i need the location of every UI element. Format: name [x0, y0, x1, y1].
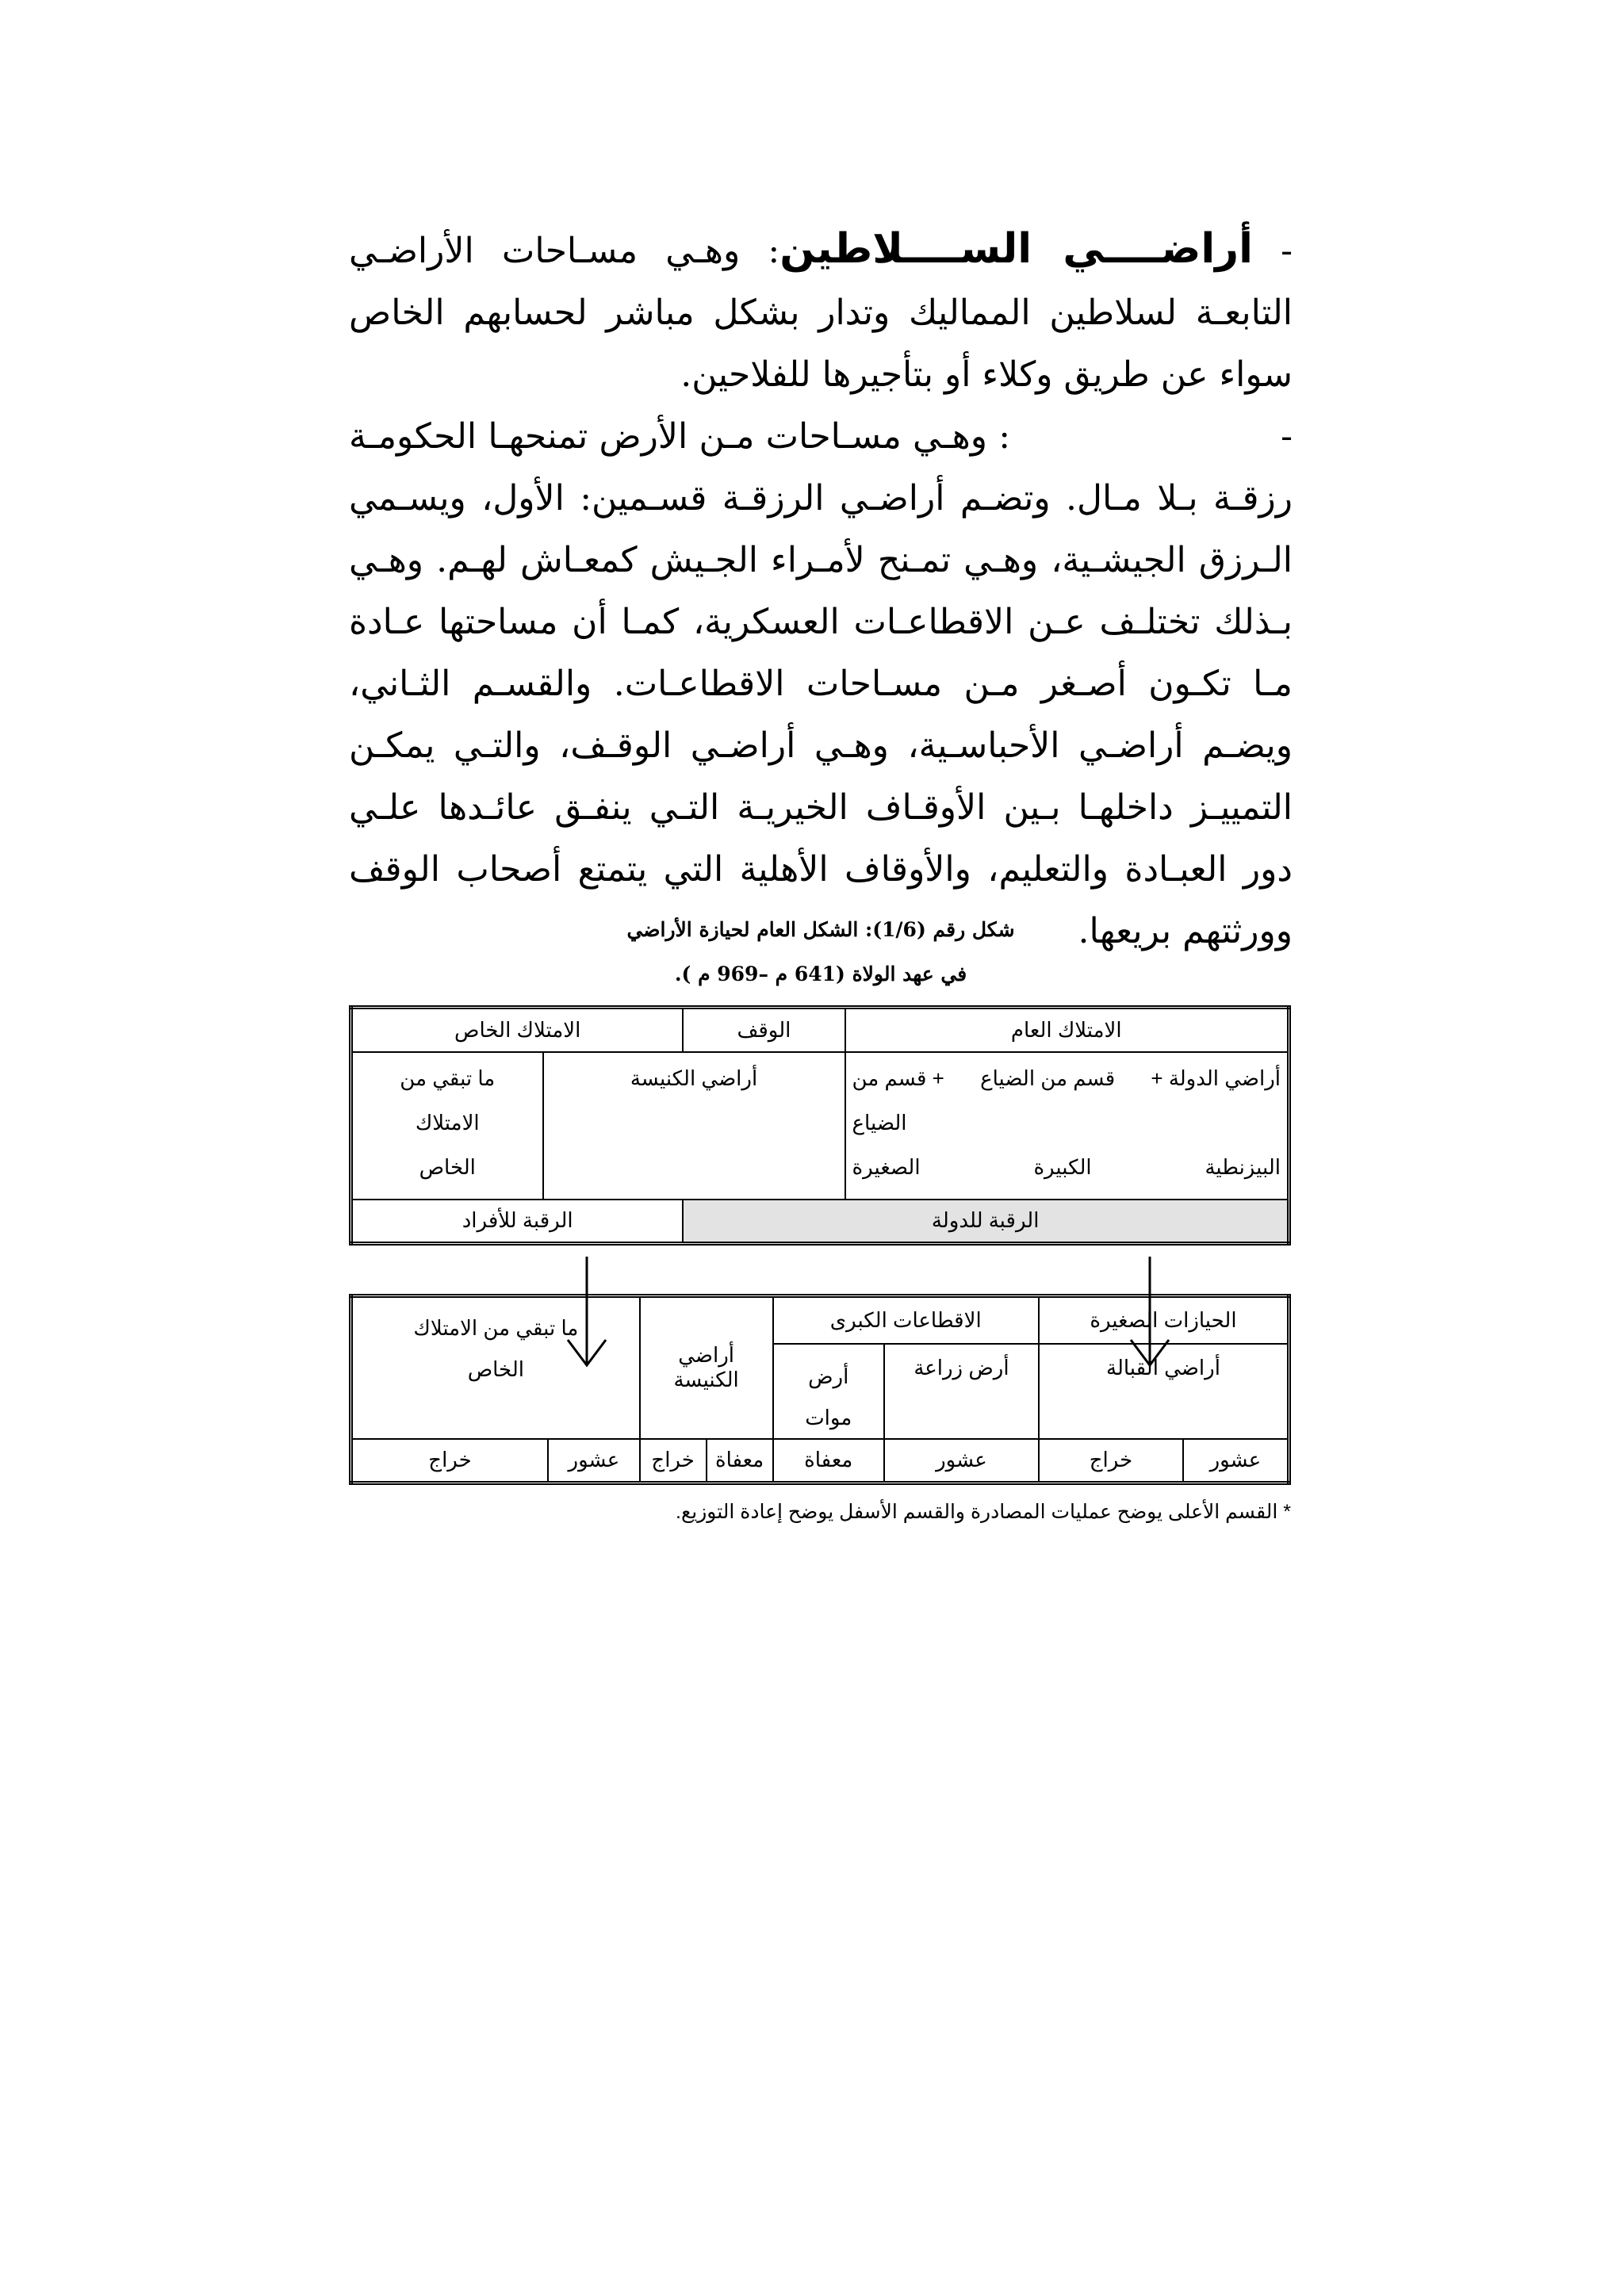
state-lands-label: أراضي الدولة +	[1151, 1066, 1281, 1090]
small-estates-label-3: الصغيرة	[852, 1154, 921, 1179]
cell-remaining-private-bottom: ما تبقي من الامتلاك الخاص	[351, 1296, 640, 1439]
small-estates-label: + قسم من	[852, 1066, 944, 1090]
confiscation-table	[349, 1005, 1291, 1246]
cell-church-lands: أراضي الكنيسة	[543, 1052, 845, 1200]
big-estates-label: قسم من الضياع	[980, 1066, 1116, 1090]
header-small-holdings: الحيازات الصغيرة	[1039, 1296, 1289, 1344]
body-text	[349, 218, 1293, 962]
tax-cell-5: معفاة	[707, 1439, 773, 1483]
cell-public-lands	[845, 1052, 1289, 1200]
header-public-ownership: الامتلاك العام	[845, 1008, 1289, 1052]
big-estates-label-2: الكبيرة	[1033, 1154, 1092, 1179]
cell-church-lands-bottom: أراضي الكنيسة	[640, 1296, 773, 1439]
cell-dead-land: أرض موات	[773, 1344, 884, 1439]
cell-agricultural-land: أرض زراعة	[884, 1344, 1039, 1439]
small-estates-label-2: الضياع	[852, 1110, 907, 1135]
tax-cell-2: خراج	[1039, 1439, 1183, 1483]
tax-cell-4: معفاة	[773, 1439, 884, 1483]
tax-cell-1: عشور	[1183, 1439, 1289, 1483]
cell-qabala-lands: أراضي القبالة	[1039, 1344, 1289, 1439]
paragraph-rizqa-lands: - : وهـي مسـاحات مـن الأرض تمنحهـا الحكومـة رزقـة بـلا مـال. وتضـم أراضـي الرزقـة قسـمين: الأول، ويسـمي الـرزق الجيشـية، وهـي تمـنح لأمـراء الجـيش كمعـاش لهـم. وهـي بـذلك تختلـف عـن الاقطاعـات العسكرية، كمـا أن مساحتها عـادة مـا تكـون أصـغر مـن مسـاحات الاقطاعـات. والقسـم الثـاني، ويضـم أراضـي الأحباسـية، وهـي أراضـي الوقـف، والتـي يمكـن التمييـز داخلهـا بـين الأوقـاف الخيريـة التـي ينفـق عائـدها علـي دور العبـادة والتعليم، والأوقاف الأهلية التي يتمتع أصحاب الوقف وورثتهم بريعها.	[349, 416, 1293, 951]
public-lands-row-1	[852, 1056, 1281, 1100]
figure-caption-line-2: في عهد الولاة (641 م –969 م ).	[674, 962, 967, 985]
paragraph-1-text: : وهـي مسـاحات الأراضـي التابعـة لسلاطين المماليك وتدار بشكل مباشر لحسابهم الخاص سواء عن طريق وكلاء أو بتأجيرها للفلاحين.	[349, 231, 1293, 395]
tax-cell-3: عشور	[884, 1439, 1039, 1483]
figure-caption-line-1: شكل رقم (1/6): الشكل العام لحيازة الأراضي	[626, 918, 1015, 941]
paragraph-2-text: : وهـي مسـاحات مـن الأرض تمنحهـا الحكومـة رزقـة بـلا مـال. وتضـم أراضـي الرزقـة قسـمين: الأول، ويسـمي الـرزق الجيشـية، وهـي تمـنح لأمـراء الجـيش كمعـاش لهـم. وهـي بـذلك تختلـف عـن الاقطاعـات العسكرية، كمـا أن مساحتها عـادة مـا تكـون أصـغر مـن مسـاحات الاقطاعـات. والقسـم الثـاني، ويضـم أراضـي الأحباسـية، وهـي أراضـي الوقـف، والتـي يمكـن التمييـز داخلهـا بـين الأوقـاف الخيريـة التـي ينفـق عائـدها علـي دور العبـادة والتعليم، والأوقاف الأهلية التي يتمتع أصحاب الوقف وورثتهم بريعها.	[349, 416, 1293, 951]
figure-footnote: * القسم الأعلى يوضح عمليات المصادرة والقسم الأسفل يوضح إعادة التوزيع.	[676, 1501, 1291, 1523]
tax-cell-6: خراج	[640, 1439, 707, 1483]
cell-individual-ownership: الرقبة للأفراد	[351, 1200, 684, 1244]
cell-state-ownership: الرقبة للدولة	[683, 1200, 1289, 1244]
paragraph-sultans-lands: - أراضــــي الســــلاطين: وهـي مسـاحات الأراضـي التابعـة لسلاطين المماليك وتدار بشكل مباشر لحسابهم الخاص سواء عن طريق وكلاء أو بتأجيرها للفلاحين.	[349, 225, 1293, 395]
tax-cell-7: عشور	[548, 1439, 640, 1483]
byzantine-label: البيزنطية	[1205, 1154, 1281, 1179]
cell-remaining-private: ما تبقي من الامتلاك الخاص	[351, 1052, 543, 1200]
header-big-fiefs: الاقطاعات الكبرى	[773, 1296, 1039, 1344]
header-waqf: الوقف	[683, 1008, 845, 1052]
header-private-ownership: الامتلاك الخاص	[351, 1008, 684, 1052]
public-lands-row-3	[852, 1145, 1281, 1189]
tax-cell-8: خراج	[351, 1439, 549, 1483]
term-sultans-lands: أراضــــي الســــلاطين	[779, 225, 1253, 273]
redistribution-table	[349, 1294, 1291, 1485]
public-lands-row-2	[852, 1100, 1281, 1145]
